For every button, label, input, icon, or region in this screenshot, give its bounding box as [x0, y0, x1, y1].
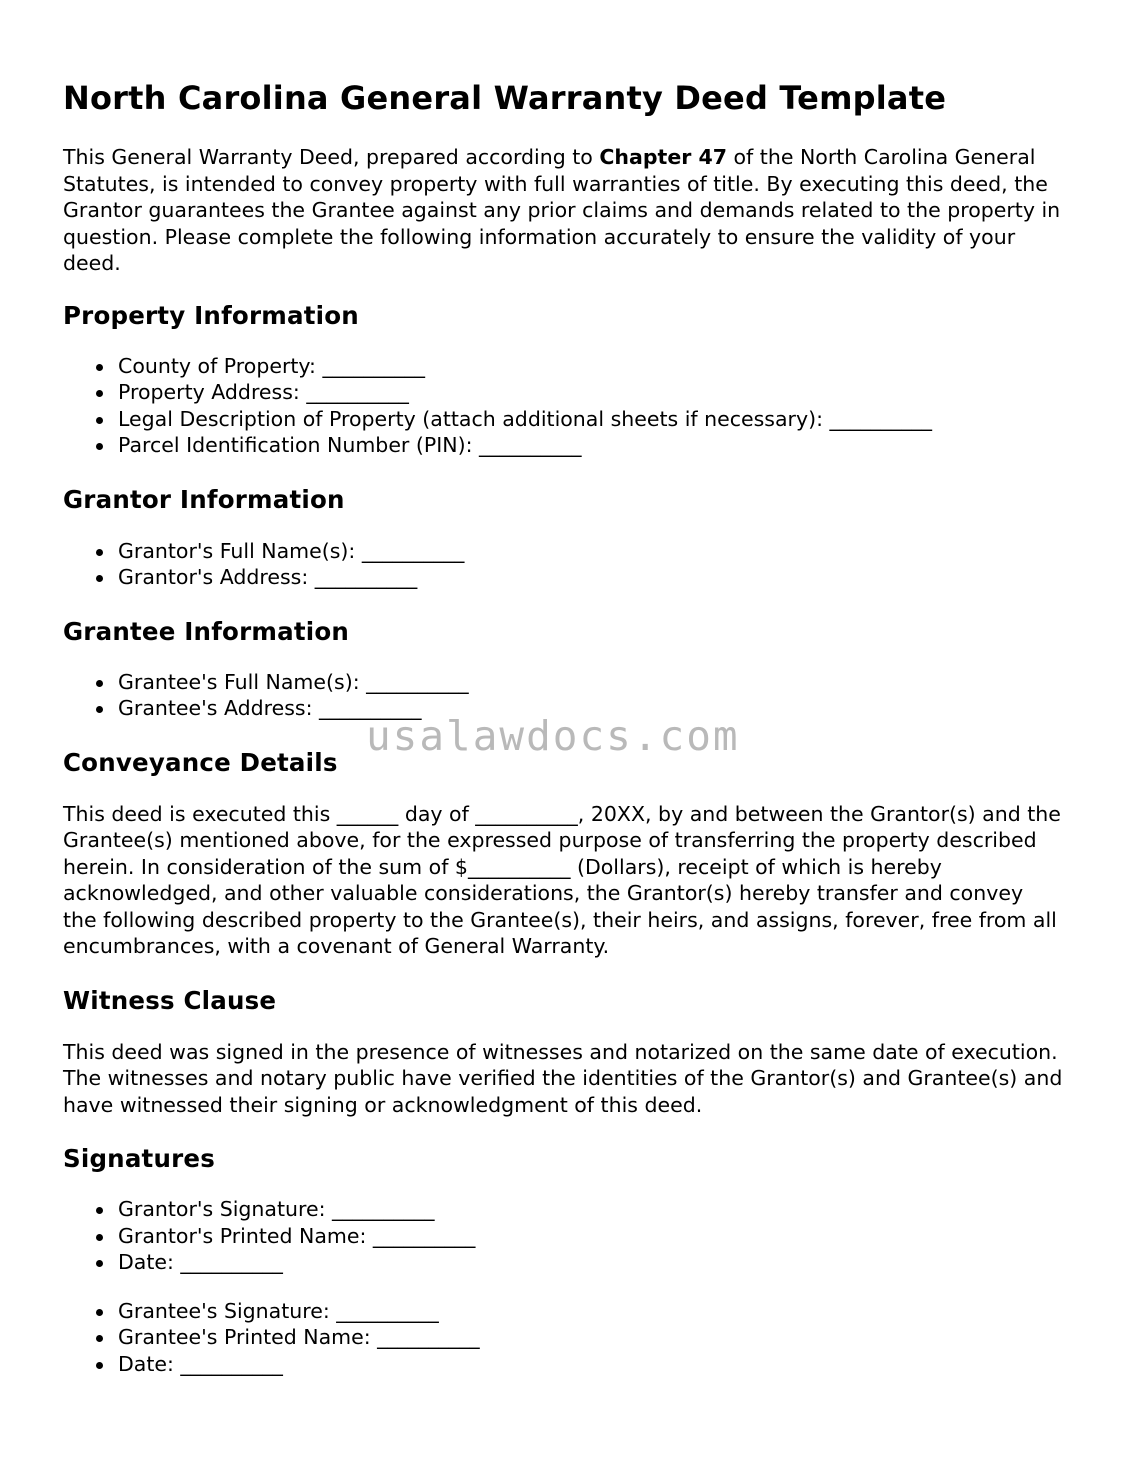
witness-heading: Witness Clause	[63, 985, 277, 1015]
document-title: North Carolina General Warranty Deed Template	[63, 79, 947, 117]
signatures-heading: Signatures	[63, 1144, 215, 1173]
list-item: Grantee's Printed Name: __________	[118, 1324, 1063, 1351]
intro-text-after: of the North Carolina General Statutes, is intended to convey property with full warranties of title. By executing this deed, the Grantor guarantees the Grantee against any prior claims and demands related to the property in question. Please complete the following information accurately to ensure the validity of your deed.	[63, 145, 1061, 275]
list-item: Grantor's Full Name(s): __________	[118, 538, 1063, 565]
document-page	[63, 0, 1063, 1377]
grantor-heading: Grantor Information	[63, 484, 345, 514]
property-list	[63, 353, 1063, 459]
list-item: Grantor's Signature: __________	[118, 1196, 1063, 1223]
intro-text-bold: Chapter 47	[599, 145, 727, 169]
list-item: Grantee's Address: __________	[118, 695, 1063, 722]
list-item: Date: __________	[118, 1249, 1063, 1276]
list-item: Grantee's Signature: __________	[118, 1298, 1063, 1325]
grantee-signature-list	[63, 1298, 1063, 1378]
list-item: Grantor's Address: __________	[118, 564, 1063, 591]
grantee-heading: Grantee Information	[63, 616, 350, 646]
list-item: Grantor's Printed Name: __________	[118, 1223, 1063, 1250]
list-item: Legal Description of Property (attach additional sheets if necessary): __________	[118, 406, 1063, 433]
intro-text-before: This General Warranty Deed, prepared according to	[63, 145, 600, 169]
grantor-signature-list	[63, 1196, 1063, 1276]
intro-paragraph	[63, 144, 1063, 277]
witness-paragraph: This deed was signed in the presence of witnesses and notarized on the same date of execution. The witnesses and notary public have verified the identities of the Grantor(s) and Grantee(s) and have witnessed their signing or acknowledgment of this deed.	[63, 1039, 1063, 1117]
list-item: Property Address: __________	[118, 379, 1063, 406]
list-item: Parcel Identification Number (PIN): __________	[118, 432, 1063, 459]
property-heading: Property Information	[63, 300, 359, 330]
grantor-list	[63, 538, 1063, 591]
list-item: County of Property: __________	[118, 353, 1063, 380]
list-item: Grantee's Full Name(s): __________	[118, 669, 1063, 696]
conveyance-heading: Conveyance Details	[63, 747, 338, 777]
list-item: Date: __________	[118, 1351, 1063, 1378]
conveyance-paragraph: This deed is executed this ______ day of __________, 20XX, by and between the Grantor(s) and the Grantee(s) mentioned above, for the expressed purpose of transferring the property described herein. In consideration of the sum of $__________ (Dollars), receipt of which is hereby acknowledged, and other valuable considerations, the Grantor(s) hereby transfer and convey the following described property to the Grantee(s), their heirs, and assigns, forever, free from all encumbrances, with a covenant of General Warranty.	[63, 801, 1061, 958]
watermark-text: usalawdocs.com	[366, 712, 740, 760]
